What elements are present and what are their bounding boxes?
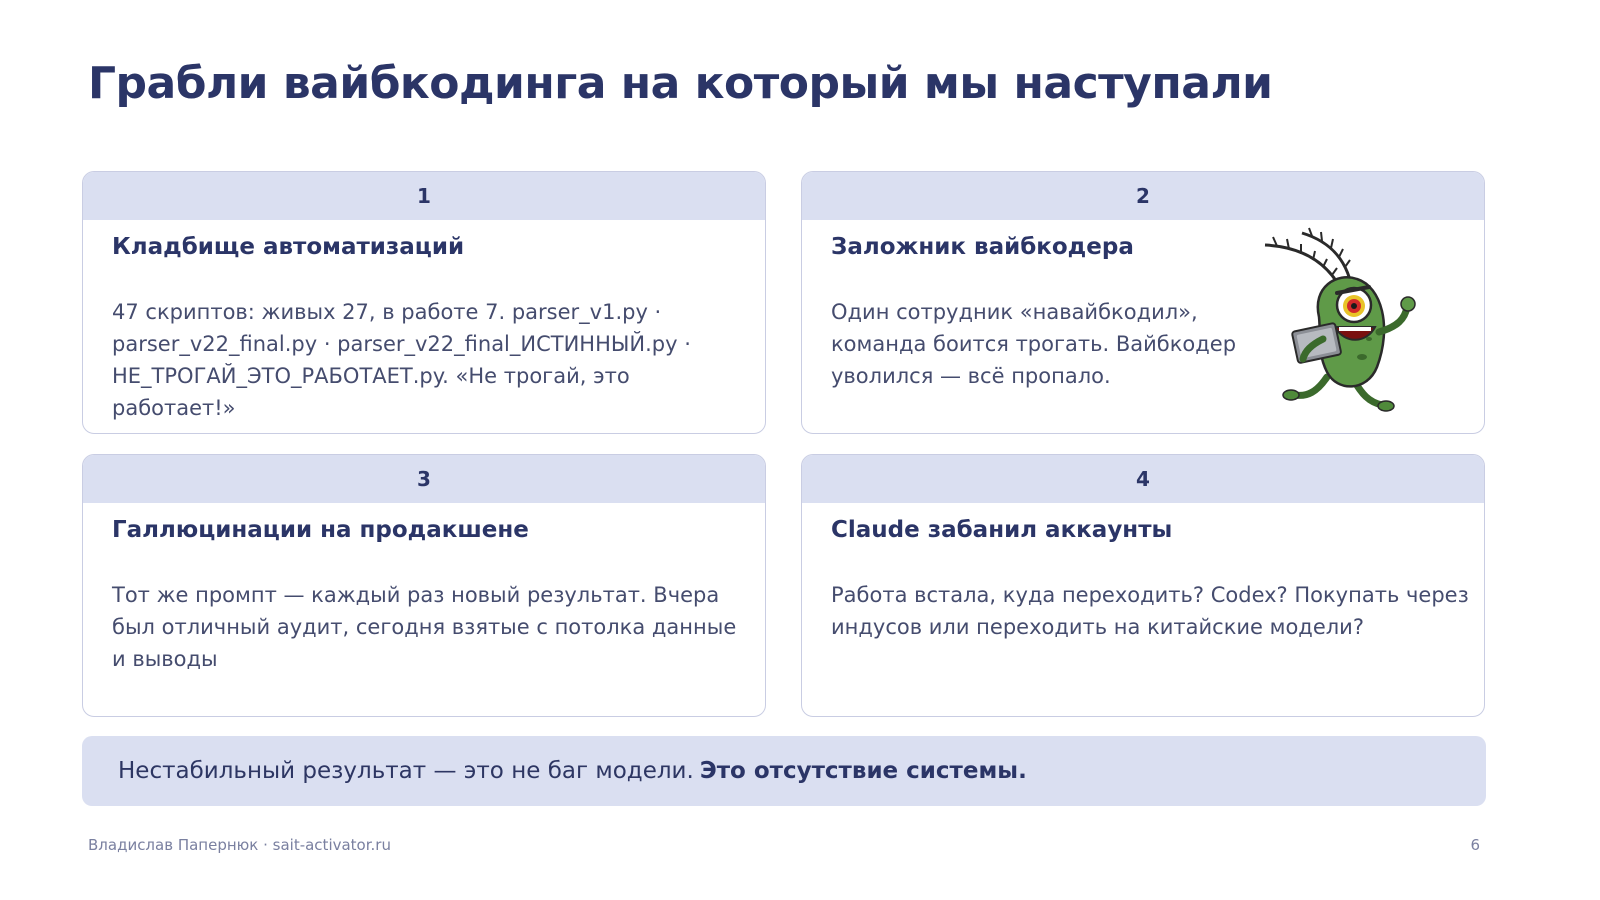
plankton-mascot-illustration	[1257, 227, 1427, 427]
footer-author: Владислав Папернюк · sait-activator.ru	[88, 836, 391, 854]
card-title: Кладбище автоматизаций	[112, 234, 465, 260]
conclusion-emphasis: Это отсутствие системы.	[699, 758, 1027, 784]
page-number: 6	[1470, 836, 1480, 854]
card-number: 3	[83, 455, 765, 503]
conclusion-text: Нестабильный результат — это не баг модели.	[118, 758, 694, 784]
card-text: Один сотрудник «навайбкодил», команда боится трогать. Вайбкодер уволился — всё пропало.	[831, 300, 1237, 388]
card-title: Claude забанил аккаунты	[831, 517, 1173, 543]
card-automation-graveyard	[82, 171, 766, 434]
conclusion-banner	[82, 736, 1486, 806]
card-title: Галлюцинации на продакшене	[112, 517, 529, 543]
card-vibecoder-hostage	[801, 171, 1485, 434]
card-number: 2	[802, 172, 1484, 220]
card-number: 1	[83, 172, 765, 220]
card-text: Работа встала, куда переходить? Codex? Покупать через индусов или переходить на китайские модели?	[831, 583, 1469, 639]
card-text: 47 скриптов: живых 27, в работе 7. parser_v1.py · parser_v22_final.py · parser_v22_final_ИСТИННЫЙ.py · НЕ_ТРОГАЙ_ЭТО_РАБОТАЕТ.py. «Не трогай, это работает!»	[112, 300, 691, 420]
card-text: Тот же промпт — каждый раз новый результат. Вчера был отличный аудит, сегодня взятые с потолка данные и выводы	[112, 583, 737, 671]
card-number: 4	[802, 455, 1484, 503]
card-claude-banned-accounts	[801, 454, 1485, 717]
card-title: Заложник вайбкодера	[831, 234, 1134, 260]
card-production-hallucinations	[82, 454, 766, 717]
slide-title: Грабли вайбкодинга на который мы наступали	[88, 58, 1273, 109]
